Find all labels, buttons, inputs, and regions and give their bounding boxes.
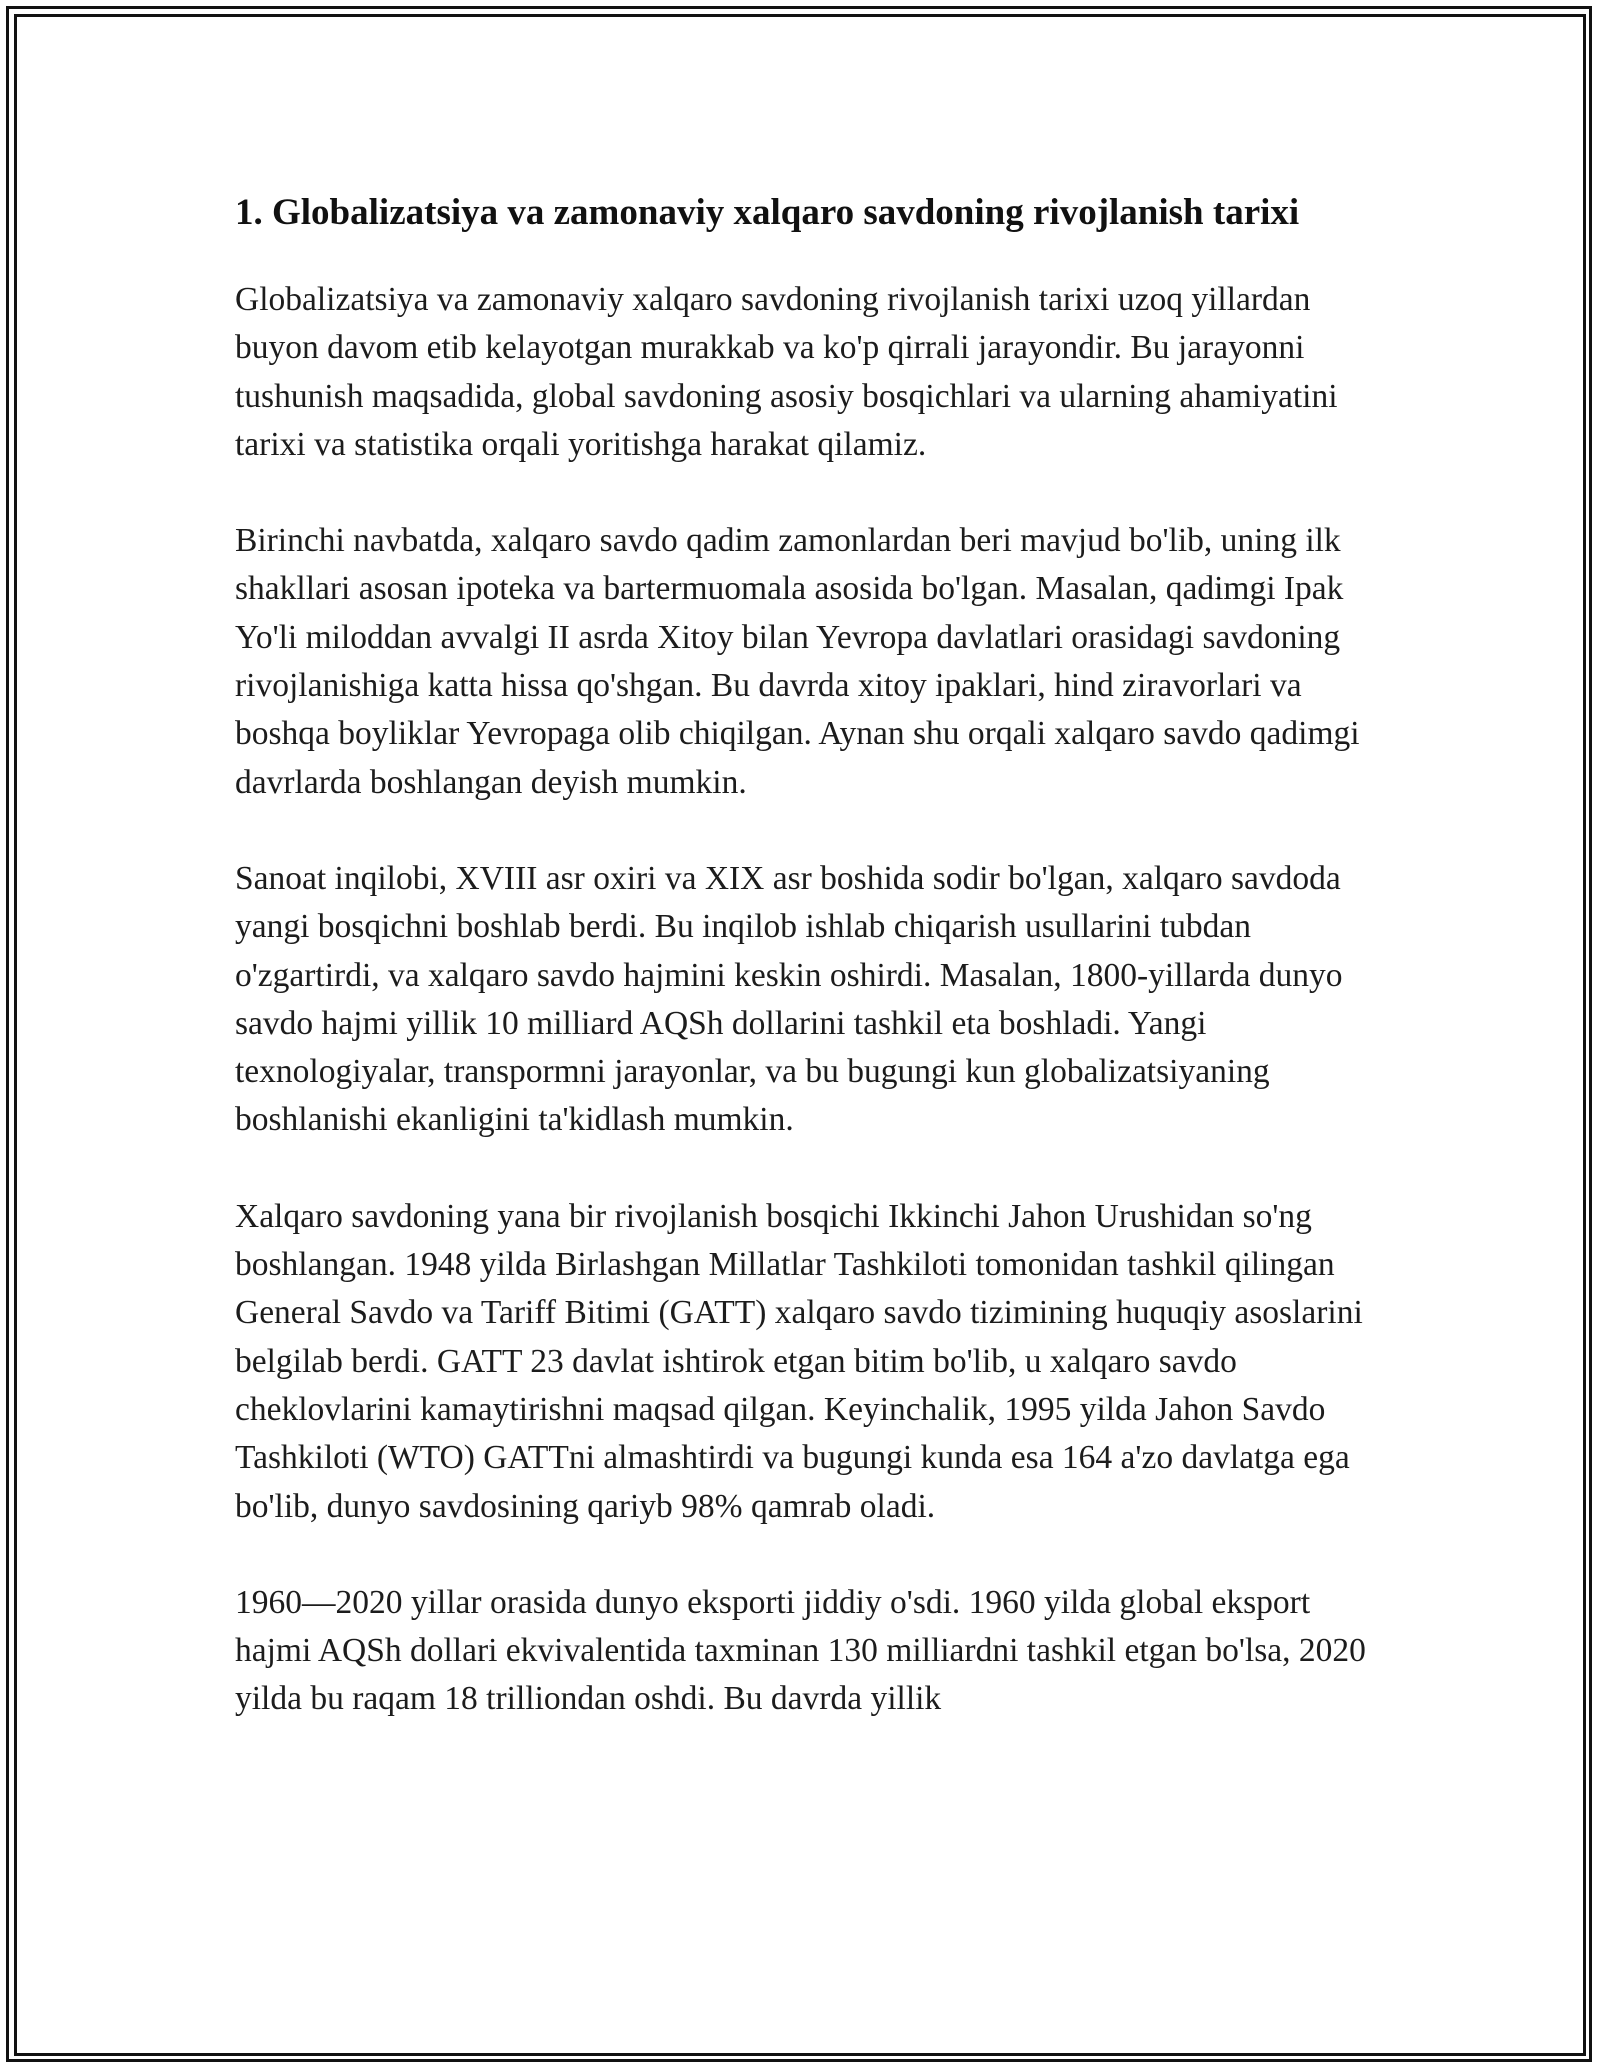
paragraph-export-growth: 1960—2020 yillar orasida dunyo eksporti jiddiy o'sdi. 1960 yilda global eksport hajmi AQSh dollari ekvivalentida taxminan 130 milliardni tashkil etgan bo'lsa, 2020 yilda bu raqam 18 trilliondan oshdi. Bu davrda yillik: [235, 1583, 1366, 1718]
paragraph-postwar-gatt-wto: Xalqaro savdoning yana bir rivojlanish bosqichi Ikkinchi Jahon Urushidan so'ng boshlangan. 1948 yilda Birlashgan Millatlar Tashkiloti tomonidan tashkil qilingan General Savdo va Tariff Bitimi (GATT) xalqaro savdo tizimining huquqiy asoslarini belgilab berdi. GATT 23 davlat ishtirok etgan bitim bo'lib, u xalqaro savdo cheklovlarini kamaytirishni maqsad qilgan. Keyinchalik, 1995 yilda Jahon Savdo Tashkiloti (WTO) GATTni almashtirdi va bugungi kunda esa 164 a'zo davlatga ega bo'lib, dunyo savdosining qariyb 98% qamrab oladi.: [235, 1197, 1363, 1525]
section-heading: 1. Globalizatsiya va zamonaviy xalqaro savdoning rivojlanish tarixi: [235, 192, 1300, 233]
paragraph-industrial-revolution: Sanoat inqilobi, XVIII asr oxiri va XIX asr boshida sodir bo'lgan, xalqaro savdoda yangi bosqichni boshlab berdi. Bu inqilob ishlab chiqarish usullarini tubdan o'zgartirdi, va xalqaro savdo hajmini keskin oshirdi. Masalan, 1800-yillarda dunyo savdo hajmi yillik 10 milliard AQSh dollarini tashkil eta boshladi. Yangi texnologiyalar, transpormni jarayonlar, va bu bugungi kun globalizatsiyaning boshlanishi ekanligini ta'kidlash mumkin.: [235, 859, 1343, 1139]
paragraph-ancient-trade: Birinchi navbatda, xalqaro savdo qadim zamonlardan beri mavjud bo'lib, uning ilk shakllari asosan ipoteka va bartermuomala asosida bo'lgan. Masalan, qadimgi Ipak Yo'li miloddan avvalgi II asrda Xitoy bilan Yevropa davlatlari orasidagi savdoning rivojlanishiga katta hissa qo'shgan. Bu davrda xitoy ipaklari, hind ziravorlari va boshqa boyliklar Yevropaga olib chiqilgan. Aynan shu orqali xalqaro savdo qadimgi davrlarda boshlangan deyish mumkin.: [235, 522, 1360, 801]
paragraph-intro: Globalizatsiya va zamonaviy xalqaro savdoning rivojlanish tarixi uzoq yillardan buyon davom etib kelayotgan murakkab va ko'p qirrali jarayondir. Bu jarayonni tushunish maqsadida, global savdoning asosiy bosqichlari va ularning ahamiyatini tarixi va statistika orqali yoritishga harakat qilamiz.: [235, 281, 1338, 463]
document-body: [235, 185, 1385, 1772]
